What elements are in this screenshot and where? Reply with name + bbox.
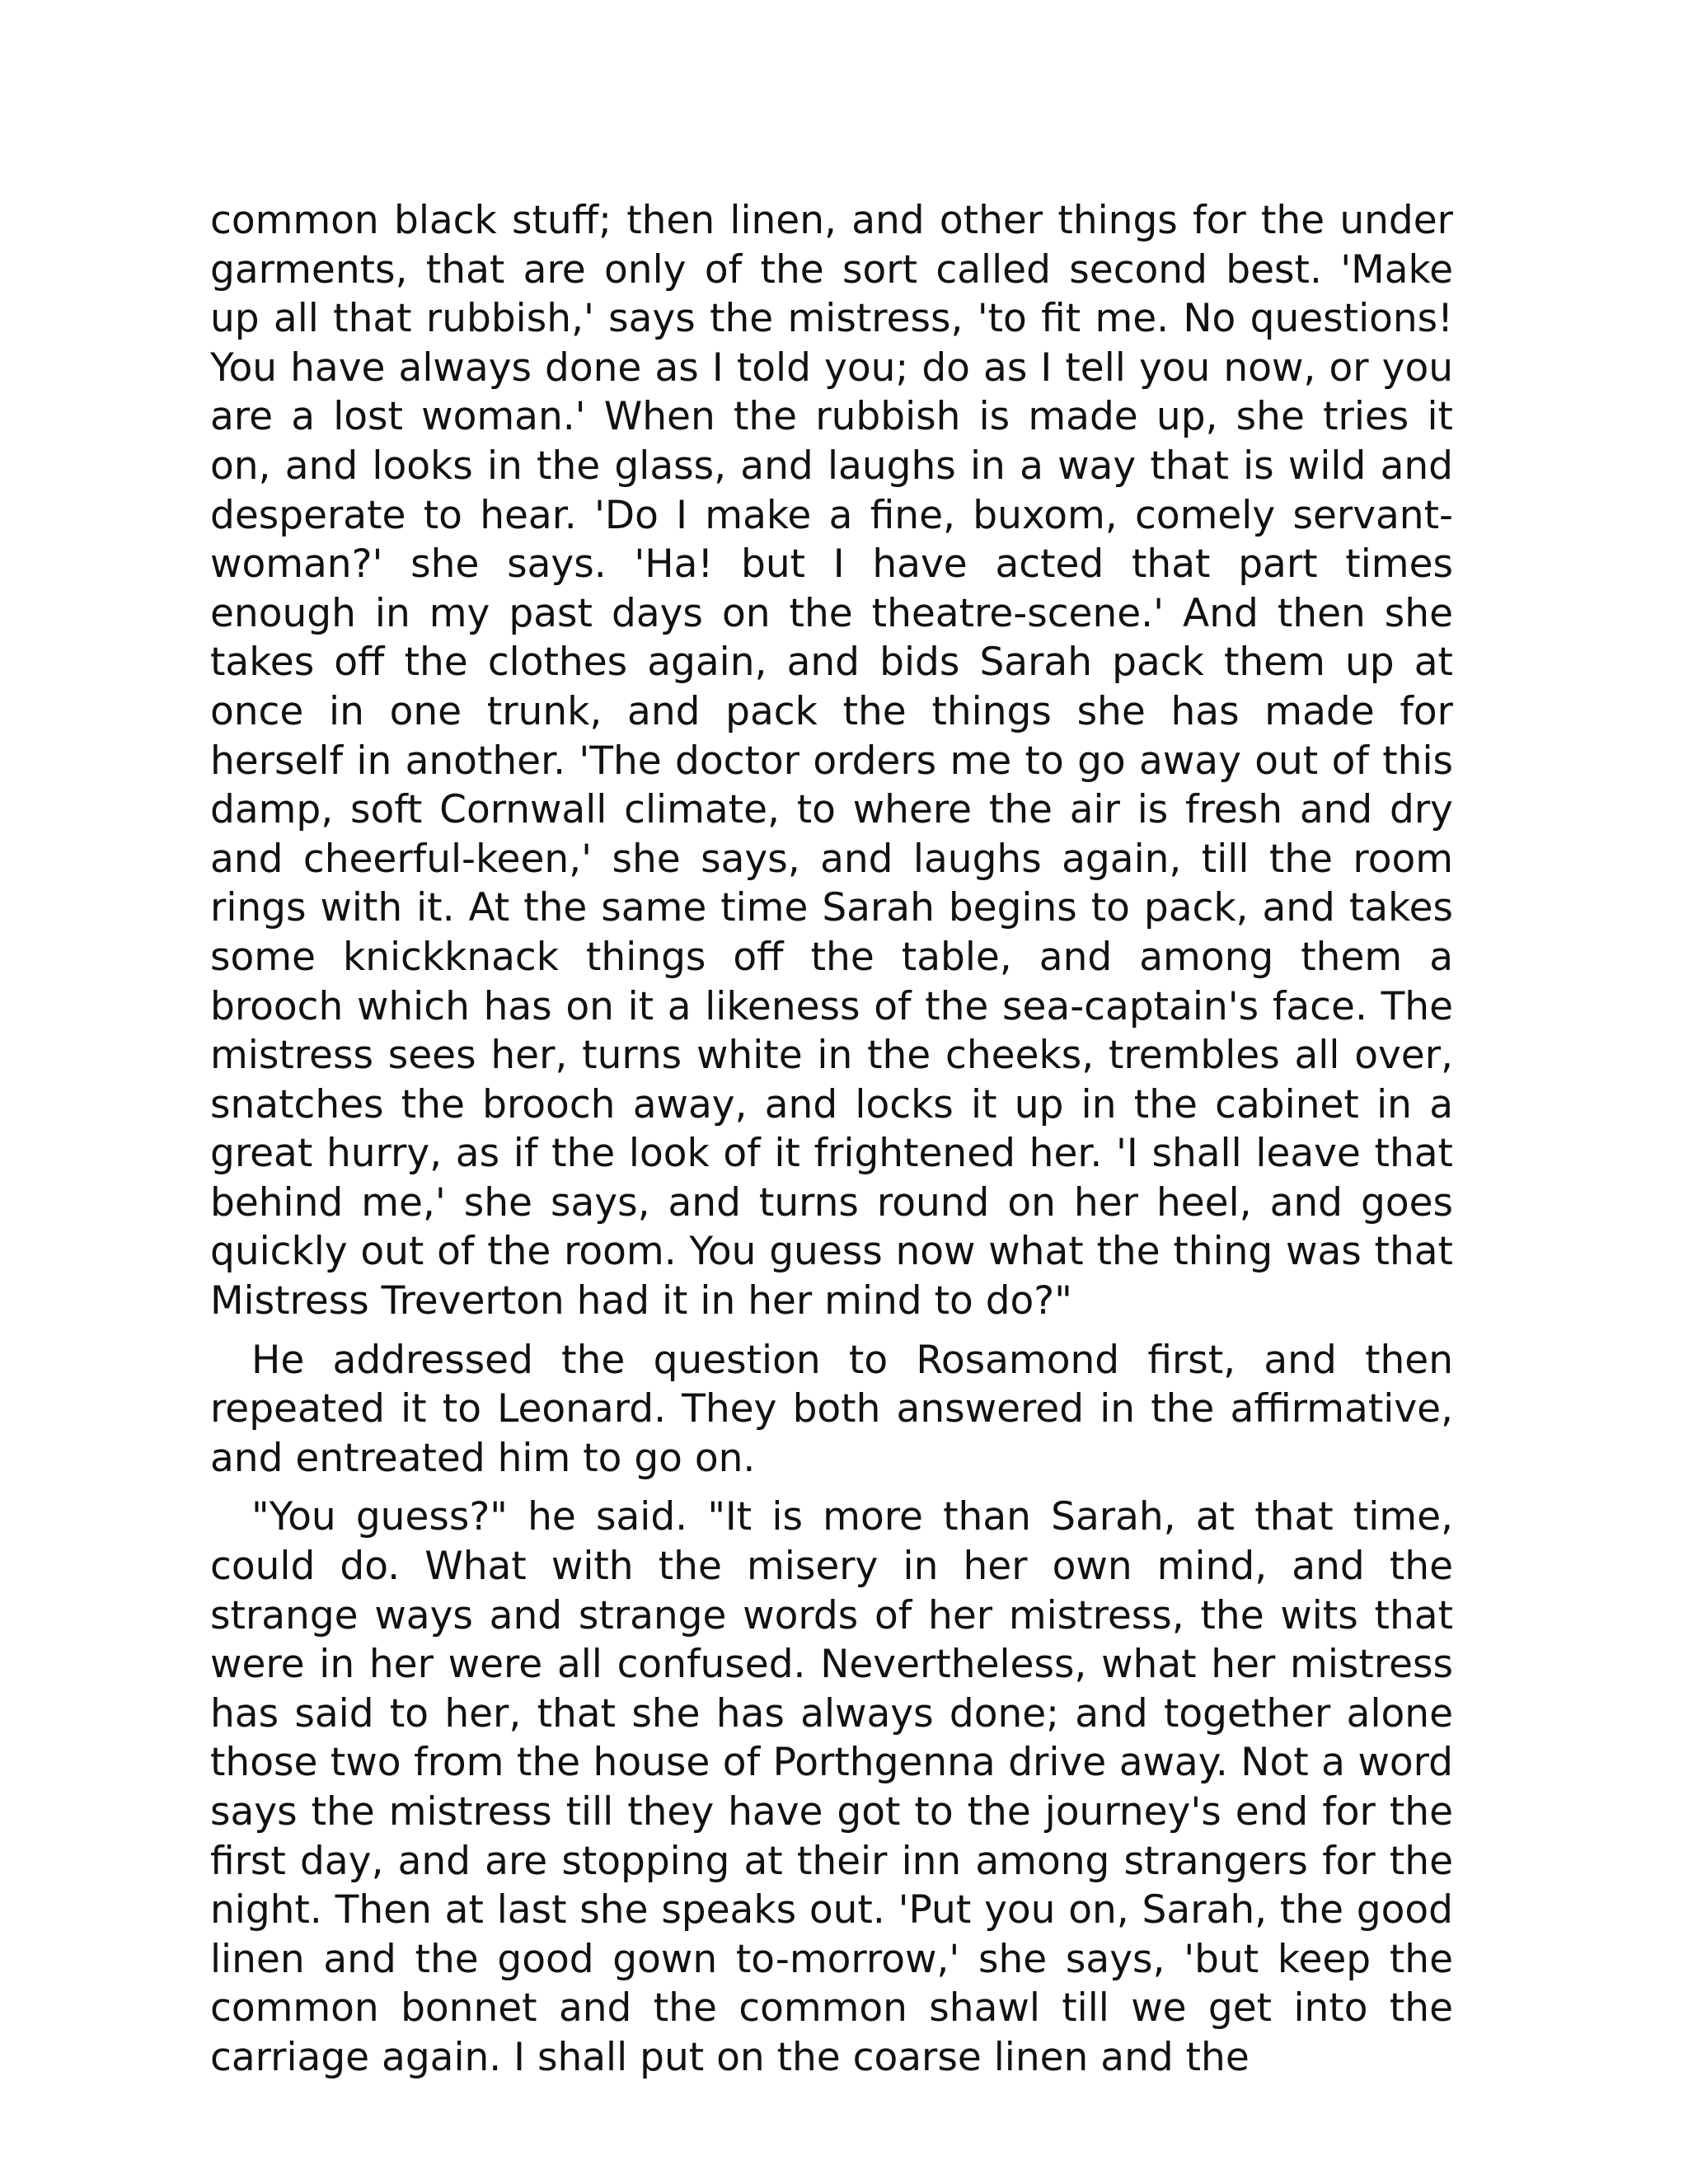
paragraph-1: common black stuff; then linen, and other things for the under garments, that are only of the sort called second best. 'Make up all that rubbish,' says the mistress, 'to fit me. No questions! You have always done as I told you; do as I tell you now, or you are a lost woman.' When the rubbish is made up, she tries it on, and looks in the glass, and laughs in a way that is wild and desperate to hear. 'Do I make a fine, buxom, comely servant-woman?' she says. 'Ha! but I have acted that part times enough in my past days on the theatre-scene.' And then she takes off the clothes again, and bids Sarah pack them up at once in one trunk, and pack the things she has made for herself in another. 'The doctor orders me to go away out of this damp, soft Cornwall climate, to where the air is fresh and dry and cheerful-keen,' she says, and laughs again, till the room rings with it. At the same time Sarah begins to pack, and takes some knickknack things off the table, and among them a brooch which has on it a likeness of the sea-captain's face. The mistress sees her, turns white in the cheeks, trembles all over, snatches the brooch away, and locks it up in the cabinet in a great hurry, as if the look of it frightened her. 'I shall leave that behind me,' she says, and turns round on her heel, and goes quickly out of the room. You guess now what the thing was that Mistress Treverton had it in her mind to do?": [210, 198, 1453, 1324]
paragraph-3: "You guess?" he said. "It is more than Sarah, at that time, could do. What with the misery in her own mind, and the strange ways and strange words of her mistress, the wits that were in her were all confused. Nevertheless, what her mistress has said to her, that she has always done; and together alone those two from the house of Porthgenna drive away. Not a word says the mistress till they have got to the journey's end for the first day, and are stopping at their inn among strangers for the night. Then at last she speaks out. 'Put you on, Sarah, the good linen and the good gown to-morrow,' she says, 'but keep the common bonnet and the common shawl till we get into the carriage again. I shall put on the coarse linen and the: [210, 1494, 1453, 2080]
book-page: [210, 196, 1453, 2093]
paragraph-2: He addressed the question to Rosamond first, and then repeated it to Leonard. They both answered in the affirmative, and entreated him to go on.: [210, 1337, 1453, 1481]
